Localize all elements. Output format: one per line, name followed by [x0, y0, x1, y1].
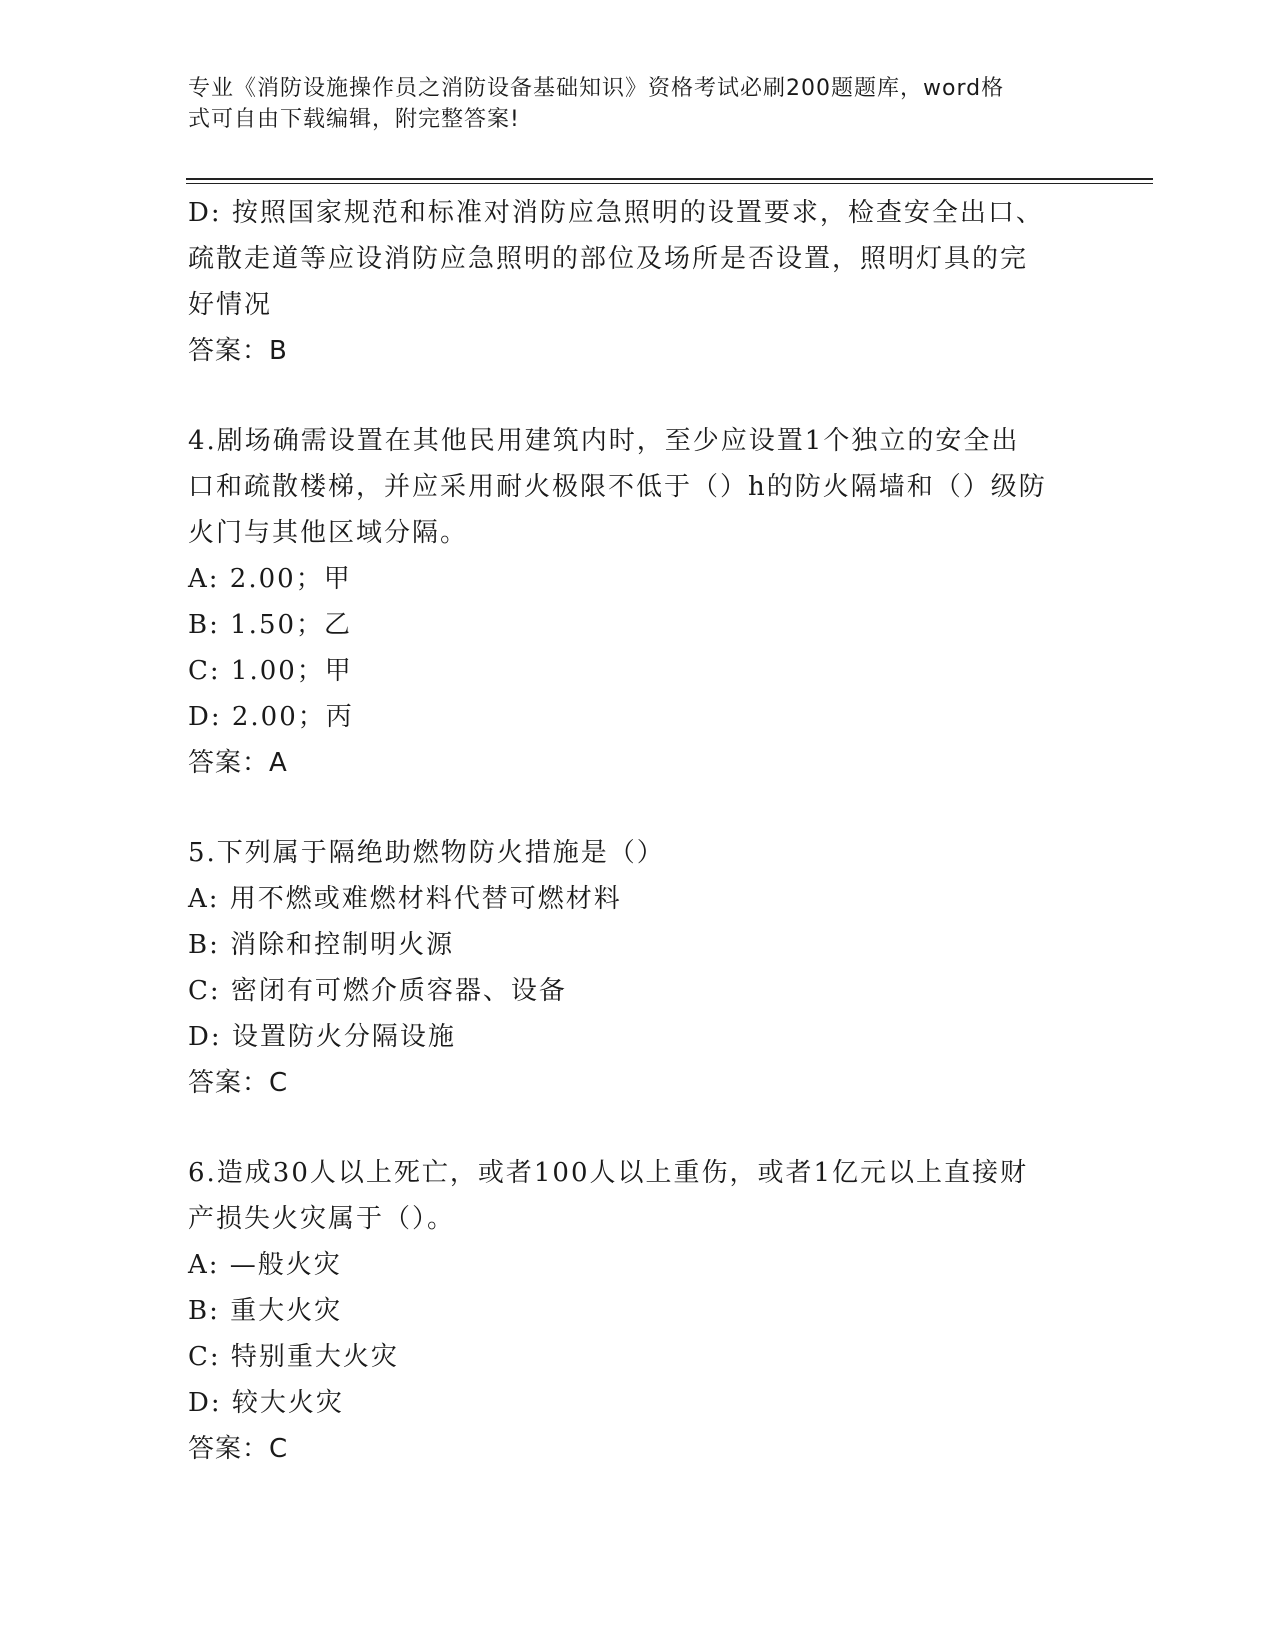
- answer-label: 答案：C: [188, 1068, 289, 1098]
- option-d: D: 2.00；丙: [188, 702, 354, 732]
- option-b: B: 1.50；乙: [188, 610, 353, 640]
- question-stem: 6.造成30人以上死亡，或者100人以上重伤，或者1亿元以上直接财: [188, 1158, 1029, 1188]
- option-c: C: 特别重大火灾: [188, 1342, 399, 1372]
- question-spacer: [188, 786, 1088, 830]
- option-c: C: 1.00；甲: [188, 656, 353, 686]
- question-list: [188, 190, 1088, 1472]
- question-spacer: [188, 374, 1088, 418]
- answer-label: 答案：A: [188, 748, 288, 778]
- option-d: D: 较大火灾: [188, 1388, 344, 1418]
- question-spacer: [188, 1106, 1088, 1150]
- question-3-tail: [188, 190, 1088, 374]
- answer-label: 答案：C: [188, 1434, 289, 1464]
- question-6: [188, 1150, 1088, 1472]
- option-c: C: 密闭有可燃介质容器、设备: [188, 976, 567, 1006]
- option-d-line: 疏散走道等应设消防应急照明的部位及场所是否设置，照明灯具的完: [188, 244, 1029, 274]
- option-b: B: 重大火灾: [188, 1296, 343, 1326]
- option-a: A: 用不燃或难燃材料代替可燃材料: [188, 884, 622, 914]
- question-4: [188, 418, 1088, 786]
- question-stem: 口和疏散楼梯，并应采用耐火极限不低于（）h的防火隔墙和（）级防: [188, 472, 1047, 502]
- option-a: A: —般火灾: [188, 1250, 342, 1280]
- question-stem: 产损失火灾属于（）。: [188, 1204, 456, 1234]
- header-line-1: 专业《消防设施操作员之消防设备基础知识》资格考试必刷200题题库，word格: [188, 76, 1005, 101]
- header-divider-thick: [186, 178, 1153, 180]
- header-line-2: 式可自由下载编辑，附完整答案!: [188, 107, 520, 132]
- option-d: D: 设置防火分隔设施: [188, 1022, 456, 1052]
- option-d-line: 好情况: [188, 290, 273, 320]
- option-d-line: D: 按照国家规范和标准对消防应急照明的设置要求，检查安全出口、: [188, 198, 1044, 228]
- option-a: A: 2.00；甲: [188, 564, 352, 594]
- answer-label: 答案：B: [188, 336, 288, 366]
- document-header: [188, 73, 1068, 135]
- question-stem: 5.下列属于隔绝助燃物防火措施是（）: [188, 838, 665, 868]
- question-5: [188, 830, 1088, 1106]
- question-stem: 4.剧场确需设置在其他民用建筑内时，至少应设置1个独立的安全出: [188, 426, 1020, 456]
- question-stem: 火门与其他区域分隔。: [188, 518, 469, 548]
- header-divider-thin: [186, 183, 1153, 184]
- option-b: B: 消除和控制明火源: [188, 930, 455, 960]
